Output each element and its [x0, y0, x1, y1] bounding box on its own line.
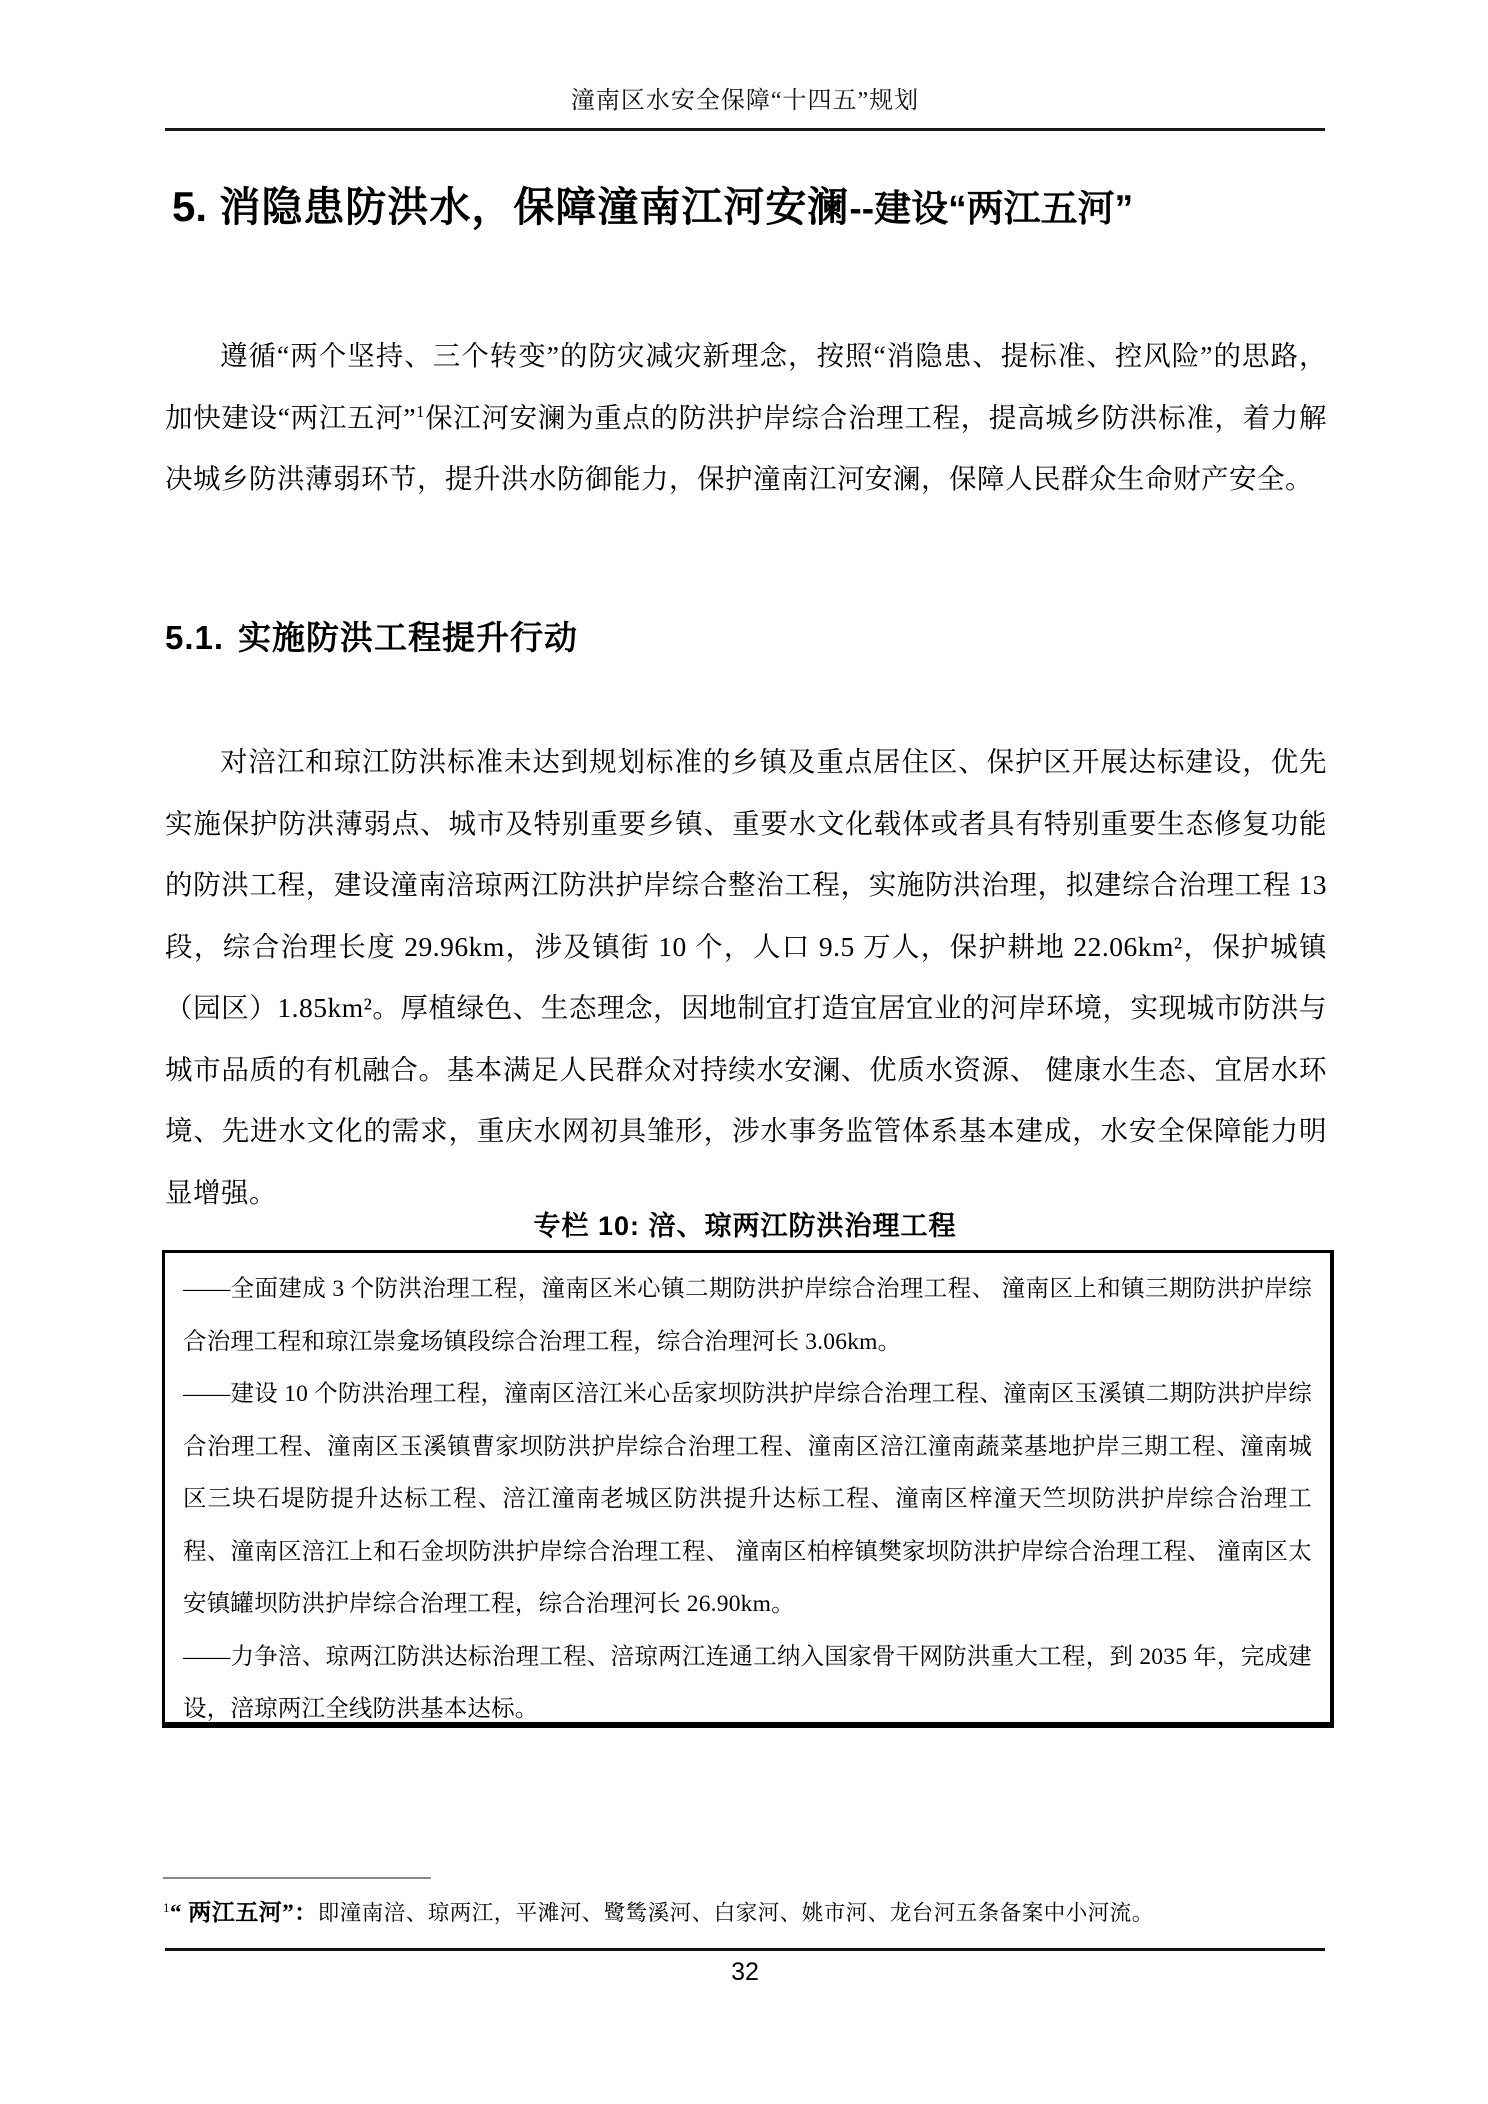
- panel-title: 专栏 10: 涪、琼两江防洪治理工程: [533, 1211, 957, 1241]
- footnote-number: 1: [163, 1900, 170, 1915]
- footnote: [163, 1893, 1333, 1933]
- panel-box: [162, 1250, 1334, 1728]
- footer-divider: [165, 1948, 1325, 1951]
- intro-paragraph: [165, 325, 1327, 510]
- intro-text-before-footnote: 遵循“两个坚持、三个转变”的防灾减灾新理念，按照“消隐患、提标准、控风险”的思路，加快建设“两江五河”: [165, 340, 1327, 433]
- chapter-title-suffix: --建设“两江五河”: [849, 188, 1134, 229]
- page-number: 32: [731, 1958, 759, 1986]
- footnote-term: “ 两江五河”：: [169, 1900, 318, 1925]
- section-heading: [165, 612, 1325, 659]
- panel-item: ——建设 10 个防洪治理工程，潼南区涪江米心岳家坝防洪护岸综合治理工程、潼南区玉溪镇二期防洪护岸综合治理工程、潼南区玉溪镇曹家坝防洪护岸综合治理工程、潼南区涪江潼南蔬菜基地护岸三期工程、潼南城区三块石堤防提升达标工程、涪江潼南老城区防洪提升达标工程、潼南区梓潼天竺坝防洪护岸综合治理工程、潼南区涪江上和石金坝防洪护岸综合治理工程、 潼南区柏梓镇樊家坝防洪护岸综合治理工程、 潼南区太安镇罐坝防洪护岸综合治理工程，综合治理河长 26.90km。: [183, 1381, 1312, 1617]
- chapter-heading: [172, 182, 1352, 232]
- panel-item: ——全面建成 3 个防洪治理工程，潼南区米心镇二期防洪护岸综合治理工程、 潼南区上和镇三期防洪护岸综合治理工程和琼江崇龛场镇段综合治理工程，综合治理河长 3.06km。: [183, 1276, 1312, 1355]
- chapter-number: 5.: [172, 183, 208, 230]
- page-header-title: 潼南区水安全保障“十四五”规划: [570, 88, 920, 114]
- footnote-reference-marker: 1: [416, 401, 425, 421]
- section-title: 实施防洪工程提升行动: [238, 619, 579, 656]
- intro-text-after-footnote: 保江河安澜为重点的防洪护岸综合治理工程，提高城乡防洪标准，着力解决城乡防洪薄弱环节，提升洪水防御能力，保护潼南江河安澜，保障人民群众生命财产安全。: [165, 401, 1327, 494]
- section-number: 5.1.: [165, 619, 225, 656]
- chapter-title-main: 消隐患防洪水，保障潼南江河安澜: [207, 184, 850, 230]
- section-body-paragraph: 对涪江和琼江防洪标准未达到规划标准的乡镇及重点居住区、保护区开展达标建设，优先实施保护防洪薄弱点、城市及特别重要乡镇、重要水文化载体或者具有特别重要生态修复功能的防洪工程，建设潼南涪琼两江防洪护岸综合整治工程，实施防洪治理，拟建综合治理工程 13 段，综合治理长度 29.96km，涉及镇街 10 个，人口 9.5 万人，保护耕地 22.06km²，保护城镇（园区）1.85km²。厚植绿色、生态理念，因地制宜打造宜居宜业的河岸环境，实现城市防洪与城市品质的有机融合。基本满足人民群众对持续水安澜、优质水资源、 健康水生态、宜居水环境、先进水文化的需求，重庆水网初具雏形，涉水事务监管体系基本建成，水安全保障能力明显增强。: [165, 746, 1327, 1208]
- footnote-divider: [163, 1877, 431, 1879]
- panel-item: ——力争涪、琼两江防洪达标治理工程、涪琼两江连通工纳入国家骨干网防洪重大工程，到 2035 年，完成建设，涪琼两江全线防洪基本达标。: [183, 1643, 1312, 1722]
- footnote-text: 即潼南涪、琼两江，平滩河、鹭鸶溪河、白家河、姚市河、龙台河五条备案中小河流。: [317, 1901, 1154, 1925]
- header-divider: [165, 128, 1325, 131]
